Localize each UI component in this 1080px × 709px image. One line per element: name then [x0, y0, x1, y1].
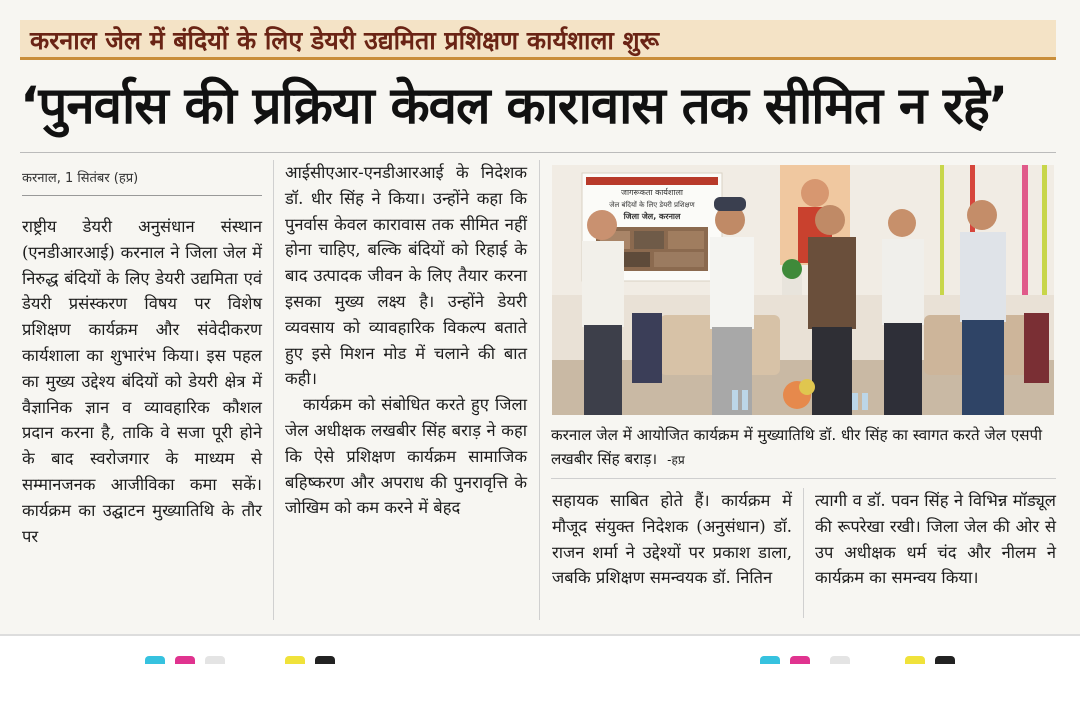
column-divider — [539, 160, 540, 620]
column-4-text: त्यागी व डॉ. पवन सिंह ने विभिन्न मॉड्यूल की रूपरेखा रखी। जिला जेल की ओर से उप अधीक्षक धर्म चंद और नीलम ने कार्यक्रम का समन्वय किया। — [815, 491, 1056, 588]
column-2-text-a: आईसीएआर-एनडीआरआई के निदेशक डॉ. धीर सिंह ने किया। उन्होंने कहा कि पुनर्वास केवल कारावास तक सीमित नहीं होना चाहिए, बल्कि बंदियों को रिहाई के बाद उत्पादक जीवन के लिए तैयार करना इसका मुख्य लक्ष्य है। उन्होंने डेयरी व्यवसाय को व्यावहारिक विकल्प बताते हुए इसे मिशन मोड में चलाने की बात कही। — [285, 163, 527, 389]
page-bottom-rule — [0, 634, 1080, 636]
column-1-text: राष्ट्रीय डेयरी अनुसंधान संस्थान (एनडीआरआई) करनाल ने जिला जेल में निरुद्ध बंदियों के लिए डेयरी उद्यमिता एवं डेयरी प्रसंस्करण विषय पर विशेष प्रशिक्षण कार्यक्रम और संवेदीकरण कार्यशाला का शुभारंभ किया। इस पहल का मुख्य उद्देश्य बंदियों को डेयरी क्षेत्र में वैज्ञानिक ज्ञान व व्यावहारिक कौशल प्रदान करना है, ताकि वे सजा पूरी होने के बाद स्वरोजगार के माध्यम से सम्मानजनक आजीविका कमा सकें। कार्यक्रम का उद्घाटन मुख्यातिथि के तौर पर — [22, 217, 262, 546]
photo-caption — [551, 423, 1056, 472]
column-3-text: सहायक साबित होते हैं। कार्यक्रम में मौजूद संयुक्त निदेशक (अनुसंधान) डॉ. राजन शर्मा ने उद्देश्यों पर प्रकाश डाला, जबकि प्रशिक्षण समन्वयक डॉ. नितिन — [552, 491, 792, 588]
banner-line-2: जेल बंदियों के लिए डेयरी प्रशिक्षण — [609, 201, 695, 209]
column-divider — [803, 488, 804, 618]
event-photo-illustration — [552, 165, 1054, 415]
column-divider — [273, 160, 274, 620]
caption-divider — [551, 478, 1056, 479]
banner-line-1: जागरूकता कार्यशाला — [621, 188, 683, 197]
column-2-text-b: कार्यक्रम को संबोधित करते हुए जिला जेल अधीक्षक लखबीर सिंह बराड़ ने कहा कि ऐसे प्रशिक्षण कार्यक्रम सामाजिक बहिष्करण और अपराध की पुनरावृत्ति के जोखिम को कम करने में बेहद — [285, 395, 527, 518]
column-3 — [552, 488, 792, 591]
column-4 — [815, 488, 1056, 591]
headline: ‘पुनर्वास की प्रक्रिया केवल कारावास तक सीमित न रहे’ — [20, 77, 1008, 136]
dateline: करनाल, 1 सितंबर (हप्र) — [22, 168, 262, 196]
caption-text: करनाल जेल में आयोजित कार्यक्रम में मुख्यातिथि डॉ. धीर सिंह का स्वागत करते जेल एसपी लखबीर सिंह बराड़। — [551, 426, 1043, 468]
headline-divider — [20, 152, 1056, 153]
column-2 — [285, 160, 527, 521]
banner-line-3: जिला जेल, करनाल — [623, 212, 681, 221]
event-photo — [552, 165, 1054, 415]
photo-credit: -हप्र — [667, 453, 685, 467]
kicker-text: करनाल जेल में बंदियों के लिए डेयरी उद्यमिता प्रशिक्षण कार्यशाला शुरू — [30, 26, 660, 55]
kicker-strip — [20, 20, 1056, 60]
column-1 — [22, 214, 262, 549]
